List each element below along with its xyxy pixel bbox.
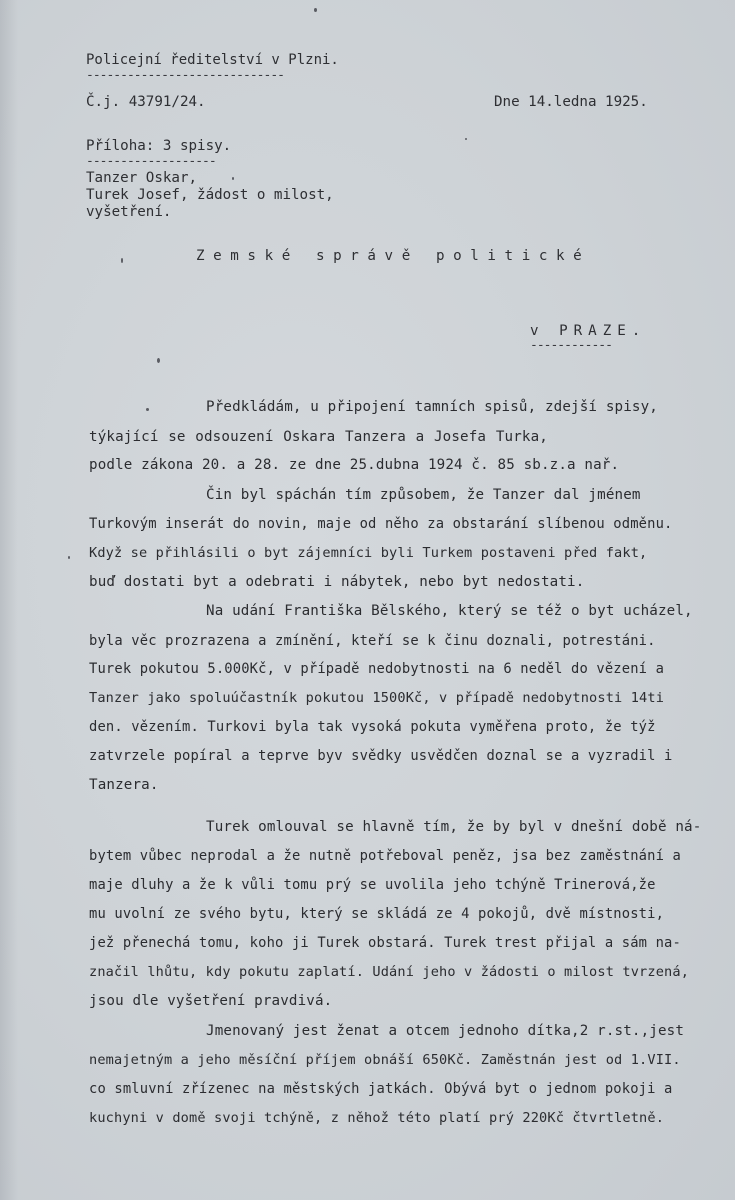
body-line-7: buď dostati byt a odebrati i nábytek, nebo byt nedostati. — [89, 574, 585, 590]
body-line-10: Turek pokutou 5.000Kč, v případě nedobytnosti na 6 neděl do vězení a — [89, 661, 665, 677]
authority-line: Policejní ředitelství v Plzni. — [86, 52, 339, 68]
reference-number: Č.j. 43791/24. — [86, 94, 206, 110]
body-line-24: co smluvní zřízenec na městských jatkách. Obývá byt o jednom pokoji a — [89, 1081, 673, 1097]
body-line-9: byla věc prozrazena a zmínění, kteří se k činu doznali, potrestáni. — [89, 633, 656, 649]
addressee-line-1: Zemské správě politické — [196, 248, 591, 264]
body-line-4: Čin byl spáchán tím způsobem, že Tanzer dal jménem — [206, 487, 641, 503]
body-line-6: Když se přihlásili o byt zájemníci byli Turkem postaveni před fakt, — [89, 545, 648, 561]
body-line-22: Jmenovaný jest ženat a otcem jednoho dítka,2 r.st.,jest — [206, 1023, 685, 1039]
body-line-23: nemajetným a jeho měsíční příjem obnáší 650Kč. Zaměstnán jest od 1.VII. — [89, 1052, 681, 1068]
attachment-line: Příloha: 3 spisy. — [86, 138, 232, 154]
body-line-1: Předkládám, u připojení tamních spisů, zdejší spisy, — [206, 399, 658, 415]
body-line-18: mu uvolní ze svého bytu, který se skládá ze 4 pokojů, dvě místnosti, — [89, 906, 665, 922]
ink-speck — [157, 358, 160, 363]
body-line-2: týkající se odsouzení Oskara Tanzera a Josefa Turka, — [89, 429, 548, 445]
body-line-15: Turek omlouval se hlavně tím, že by byl v dnešní době ná- — [206, 819, 702, 835]
document-date: Dne 14.ledna 1925. — [494, 94, 648, 110]
body-line-3: podle zákona 20. a 28. ze dne 25.dubna 1924 č. 85 sb.z.a nař. — [89, 457, 620, 473]
body-line-13: zatvrzele popíral a teprve byv svědky usvědčen doznal se a vyzradil i — [89, 748, 673, 764]
body-line-11: Tanzer jako spoluúčastník pokutou 1500Kč, v případě nedobytnosti 14ti — [89, 690, 665, 706]
attachment-underline: ------------------- — [86, 154, 216, 169]
body-line-19: jež přenechá tomu, koho ji Turek obstará. Turek trest přijal a sám na- — [89, 935, 681, 951]
subject-line-1: Tanzer Oskar, — [86, 170, 198, 186]
addressee-underline: ------------ — [530, 338, 612, 353]
body-line-25: kuchyni v domě svoji tchýně, z něhož této platí prý 220Kč čtvrtletně. — [89, 1110, 665, 1126]
ink-speck — [465, 138, 467, 140]
addressee-line-2: v PRAZE. — [530, 323, 647, 339]
body-line-21: jsou dle vyšetření pravdivá. — [89, 993, 333, 1009]
body-line-14: Tanzera. — [89, 777, 159, 793]
body-line-8: Na udání Františka Bělského, který se též o byt ucházel, — [206, 603, 693, 619]
page-shadow — [0, 0, 18, 1200]
body-line-17: maje dluhy a že k vůli tomu prý se uvolila jeho tchýně Trinerová,že — [89, 877, 656, 893]
body-line-16: bytem vůbec neprodal a že nutně potřeboval peněz, jsa bez zaměstnání a — [89, 848, 681, 864]
subject-line-3: vyšetření. — [86, 204, 172, 220]
authority-underline: ----------------------------- — [86, 68, 284, 83]
body-line-12: den. vězením. Turkovi byla tak vysoká pokuta vyměřena proto, že týž — [89, 719, 656, 735]
body-line-5: Turkovým inserát do novin, maje od něho za obstarání slíbenou odměnu. — [89, 516, 673, 532]
ink-speck — [146, 408, 149, 411]
ink-speck — [121, 258, 123, 263]
ink-speck — [232, 177, 234, 180]
ink-speck — [68, 556, 70, 559]
subject-line-2: Turek Josef, žádost o milost, — [86, 187, 334, 203]
body-line-20: značil lhůtu, kdy pokutu zaplatí. Udání jeho v žádosti o milost tvrzená, — [89, 964, 690, 980]
ink-speck — [314, 8, 317, 12]
